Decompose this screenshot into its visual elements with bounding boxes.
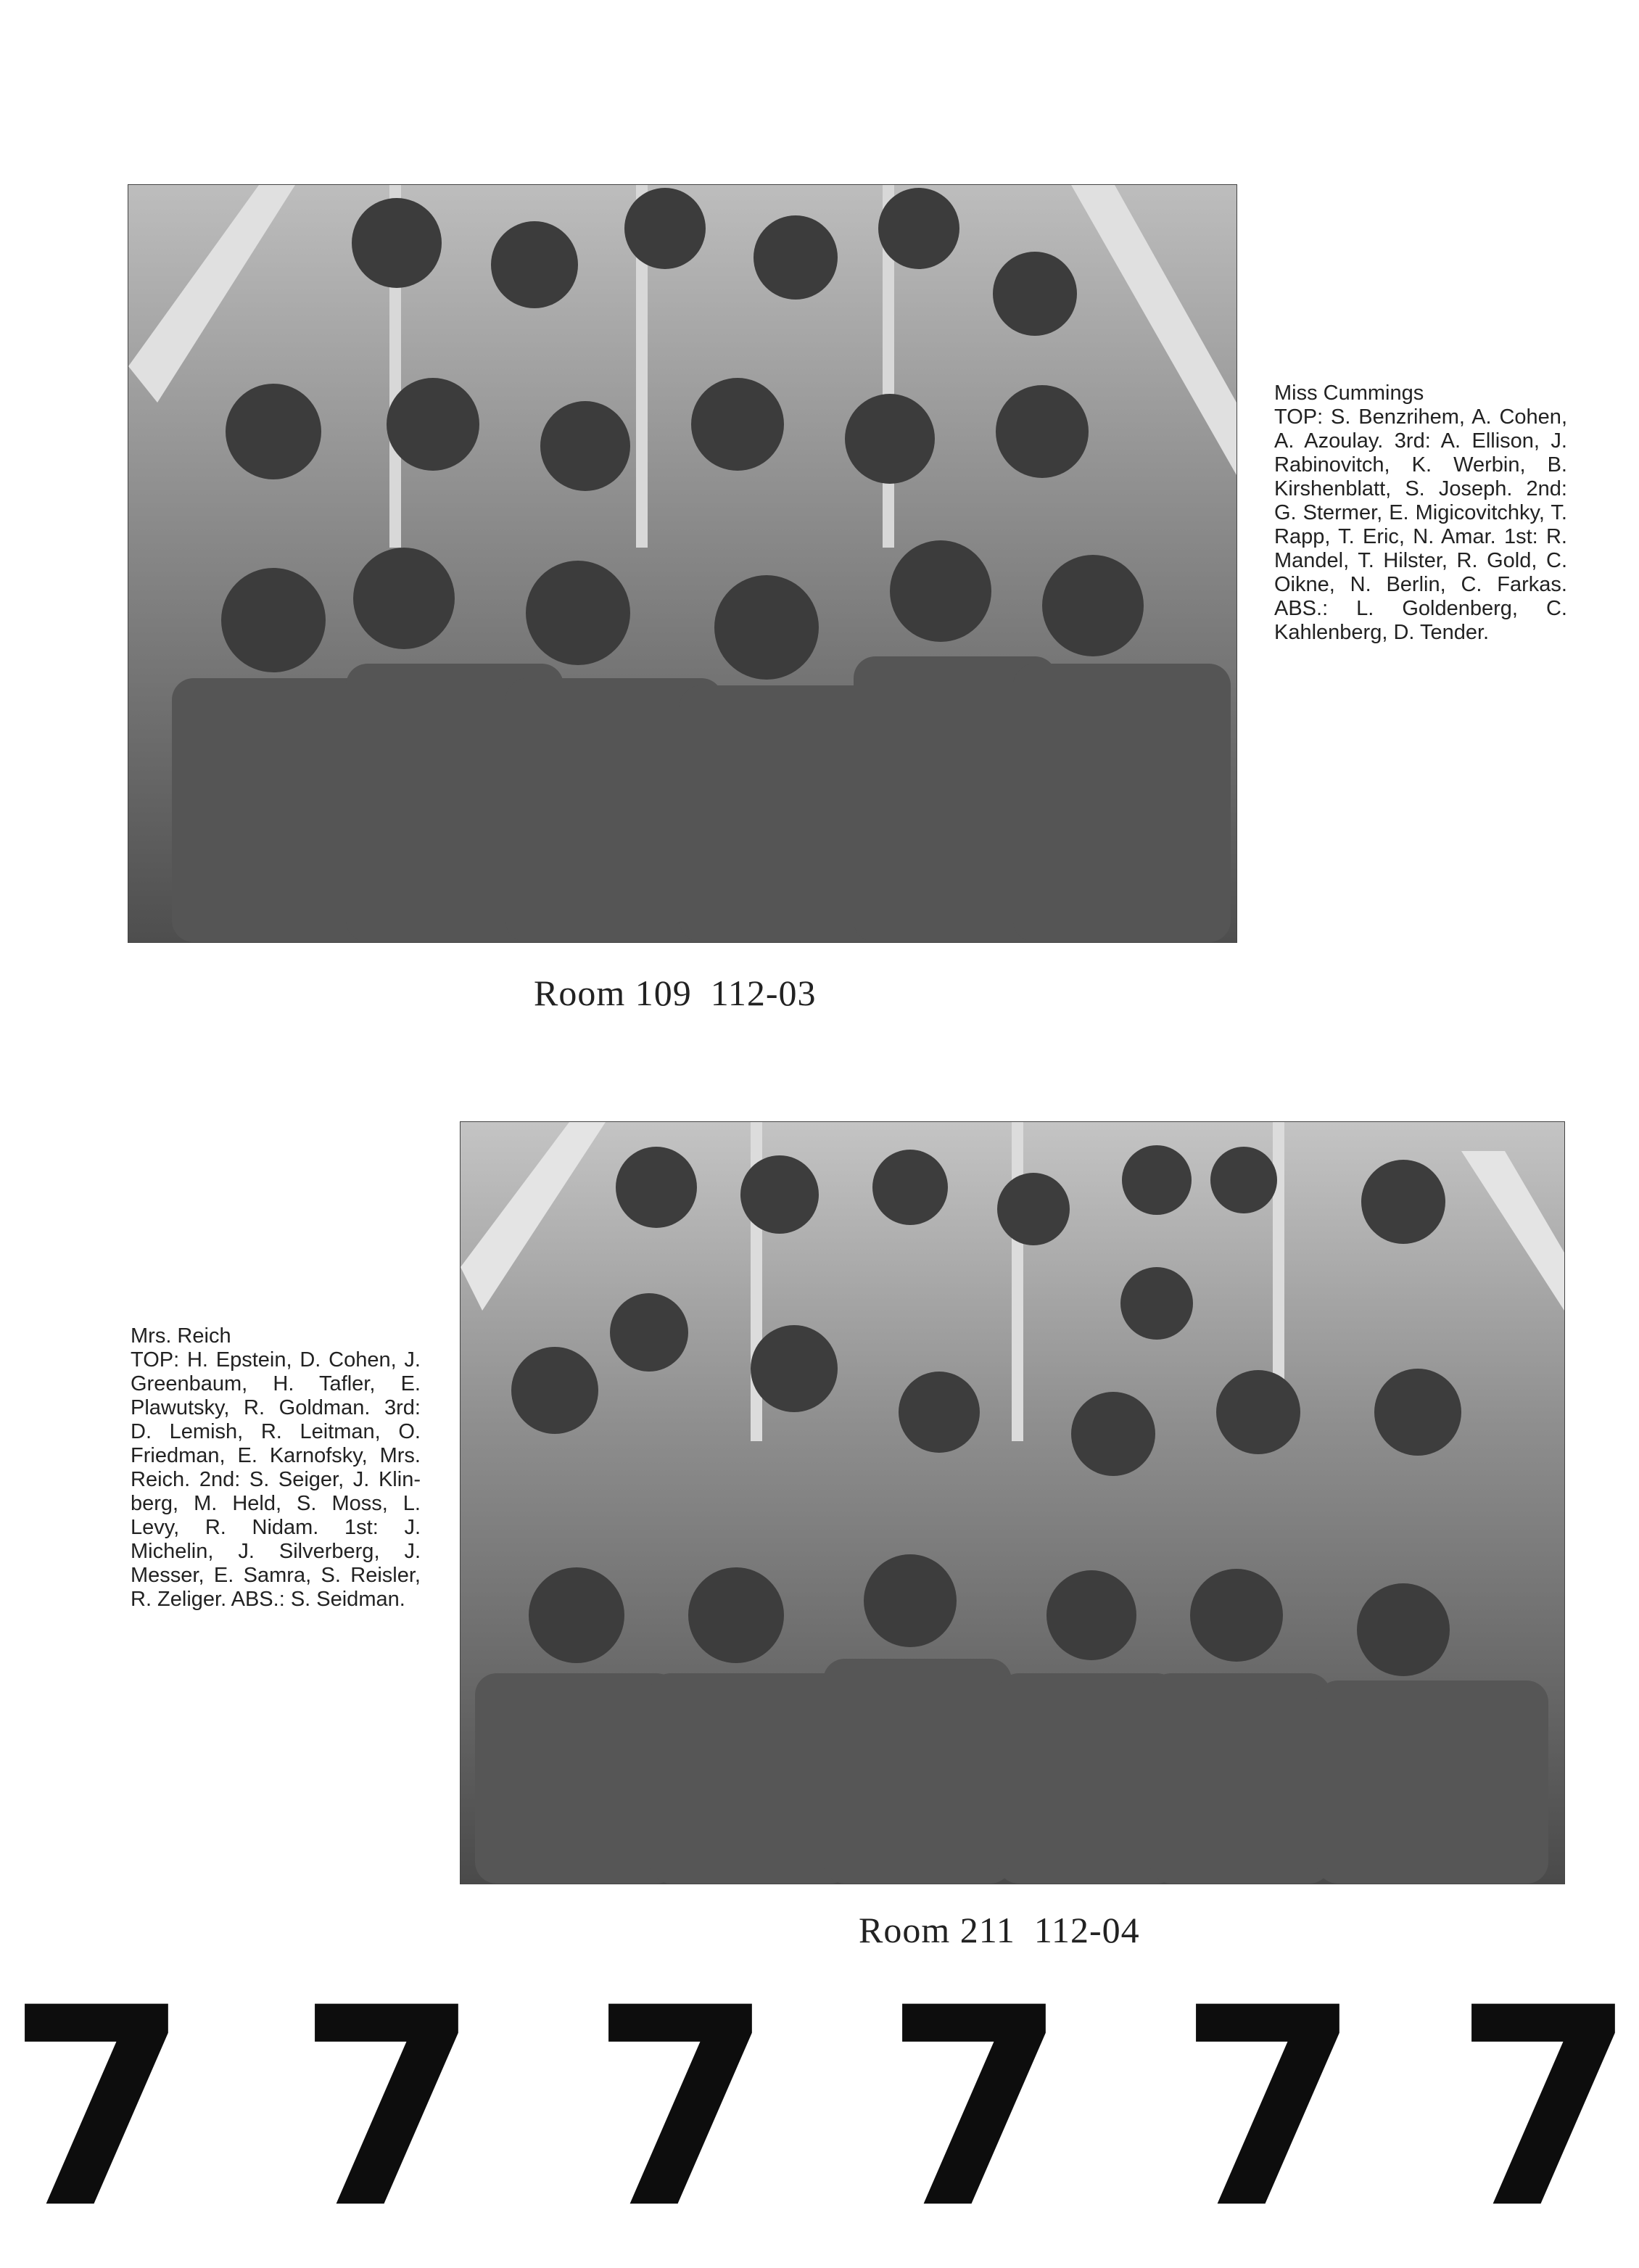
student-list: TOP: S. Benzrihem, A. Cohen, A. Azoulay. 3rd: A. Ellison, J. Rabinovitch, K. Werbin, B. Kirshenblatt, S. Joseph. 2nd: G. Stermer, E. Migicovitchky, T. Rapp, T. Eric, N. Amar. 1st: R. Mandel, T. Hilster, R. Gold, C. Oikne, N. Berlin, C. Farkas. ABS.: L. Goldenberg, C. Kahlenberg, D. Tender. (1274, 405, 1567, 644)
room-number: Room 211 (859, 1910, 1015, 1950)
class-photo-placeholder (461, 1122, 1564, 1884)
teacher-name: Mrs. Reich (131, 1324, 231, 1348)
student-list: TOP: H. Epstein, D. Cohen, J. Greenbaum, H. Tafler, E. Plawutsky, R. Goldman. 3rd: D. Lemish, R. Leitman, O. Friedman, E. Karnofsky, Mrs. Reich. 2nd: S. Seiger, J. Klinberg, M. Held, S. Moss, L. Levy, R. Nidam. 1st: J. Michelin, J. Silverberg, J. Messer, E. Samra, S. Reisler, R. Zeliger. ABS.: S. Seidman. (131, 1348, 421, 1611)
teacher-name: Miss Cummings (1274, 382, 1424, 405)
caption-room-109 (1274, 382, 1567, 645)
grade-digit: 7 (7, 1949, 189, 2268)
room-number: Room 109 (534, 973, 692, 1013)
room-code: 112-03 (710, 973, 817, 1013)
class-photo-room-109 (128, 184, 1237, 943)
room-code: 112-04 (1033, 1910, 1140, 1950)
caption-room-211 (131, 1324, 421, 1612)
grade-banner (0, 1949, 1639, 2268)
room-label-109 (534, 972, 817, 1014)
class-photo-room-211 (460, 1121, 1565, 1884)
grade-digit: 7 (1178, 1949, 1361, 2268)
grade-digit: 7 (885, 1949, 1067, 2268)
grade-digit: 7 (1454, 1949, 1636, 2268)
grade-digit: 7 (297, 1949, 479, 2268)
class-photo-placeholder (128, 185, 1237, 942)
grade-digit: 7 (591, 1949, 773, 2268)
room-label-211 (859, 1909, 1140, 1951)
